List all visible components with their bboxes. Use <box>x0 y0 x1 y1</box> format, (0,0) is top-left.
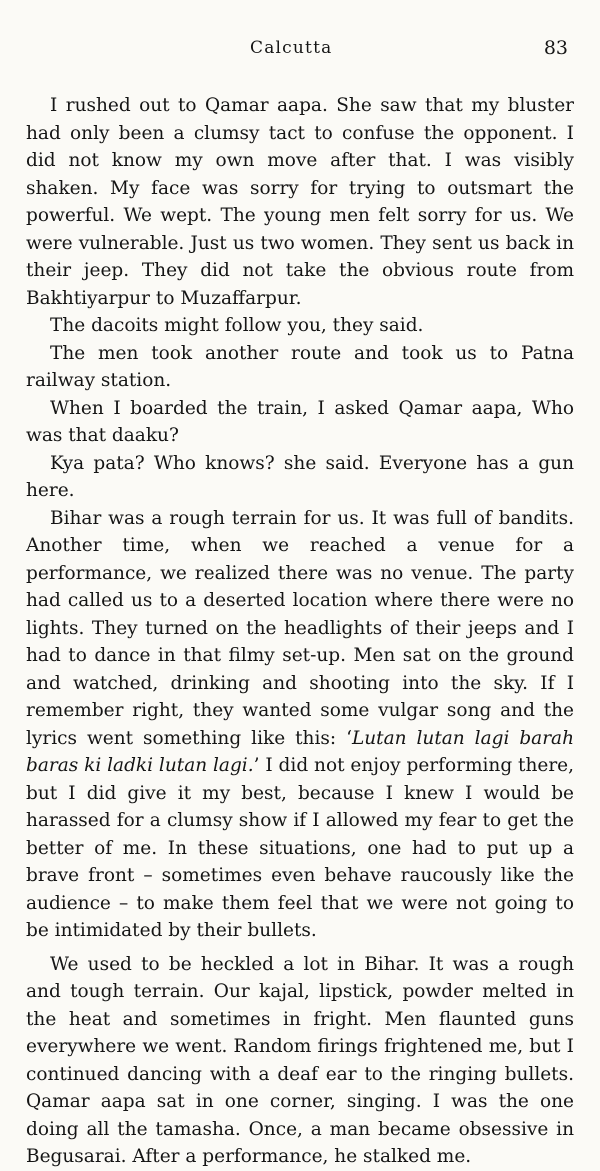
paragraph: When I boarded the train, I asked Qamar aapa, Who was that daaku? <box>26 397 574 446</box>
paragraph <box>26 505 574 945</box>
paragraph: The men took another route and took us to Patna railway station. <box>26 342 574 391</box>
paragraph-text: ’ I did not enjoy performing there, but I did give it my best, because I knew I would be harassed for a clumsy show if I allowed my fear to get the better of me. In these situations, one had to put up a brave front – sometimes even behave raucously like the audience – to make them feel that we were not going to be intimidated by their bullets. <box>26 755 575 941</box>
paragraph: We used to be heckled a lot in Bihar. It was a rough and tough terrain. Our kajal, lipstick, powder melted in the heat and sometimes in fright. Men flaunted guns everywhere we went. Random firings frightened me, but I continued dancing with a deaf ear to the ringing bullets. Qamar aapa sat in one corner, singing. I was the one doing all the tamasha. Once, a man became obsessive in Begusarai. After a performance, he stalked me. <box>26 953 574 1167</box>
body-text <box>26 92 574 1171</box>
running-head: Calcutta <box>250 38 333 58</box>
song-lyrics: Lutan lutan lagi barah baras ki ladki lutan lagi. <box>26 727 575 776</box>
paragraph: I rushed out to Qamar aapa. She saw that my bluster had only been a clumsy tact to confuse the opponent. I did not know my own move after that. I was visibly shaken. My face was sorry for trying to outsmart the powerful. We wept. The young men felt sorry for us. We were vulnerable. Just us two women. They sent us back in their jeep. They did not take the obvious route from Bakhtiyarpur to Muzaffarpur. <box>26 95 574 309</box>
paragraph: The dacoits might follow you, they said. <box>50 315 424 336</box>
paragraph-text: Bihar was a rough terrain for us. It was full of bandits. Another time, when we reached a venue for a performance, we realized there was no venue. The party had called us to a deserted location where there were no lights. They turned on the headlights of their jeeps and I had to dance in that filmy set-up. Men sat on the ground and watched, drinking and shooting into the sky. If I remember right, they wanted some vulgar song and the lyrics went something like this: ‘ <box>26 507 574 749</box>
page-number: 83 <box>543 37 568 59</box>
paragraph: Kya pata? Who knows? she said. Everyone has a gun here. <box>26 452 574 501</box>
